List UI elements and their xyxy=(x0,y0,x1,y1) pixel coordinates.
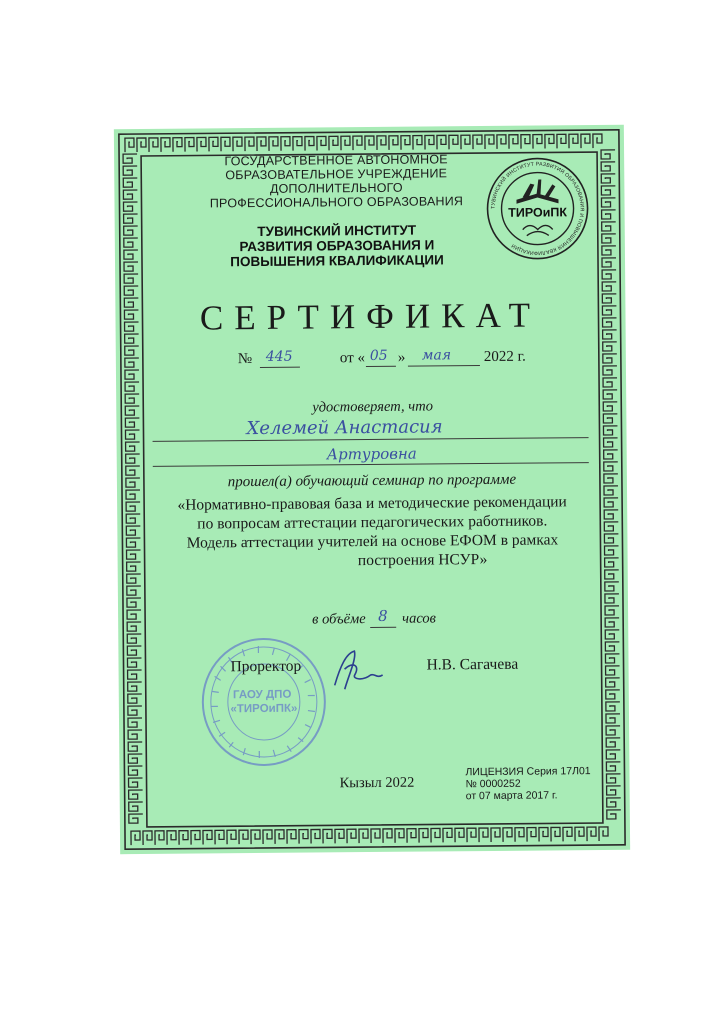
recipient-patronymic: Артуровна xyxy=(326,444,417,464)
institute-line: ТУВИНСКИЙ ИНСТИТУТ xyxy=(257,222,417,239)
signer-name: Н.В. Сагачева xyxy=(426,655,519,674)
stamp-text: ГАОУ ДПО «ТИРОиПК» xyxy=(230,688,298,716)
logo-ring-text: ТУВИНСКИЙ ИНСТИТУТ РАЗВИТИЯ ОБРАЗОВАНИЯ И ПОВЫШЕНИЯ КВАЛИФИКАЦИИ xyxy=(490,161,585,256)
org-header-line: ОБРАЗОВАТЕЛЬНОЕ УЧРЕЖДЕНИЕ xyxy=(225,166,448,183)
license-line: № 0000252 xyxy=(465,777,521,791)
license-info xyxy=(465,765,590,802)
number-row xyxy=(116,346,626,372)
date-month: мая xyxy=(421,347,452,364)
volume-suffix: часов xyxy=(402,610,436,627)
date-mid: » xyxy=(397,349,406,366)
ornament-icon xyxy=(523,225,553,235)
institute-name xyxy=(187,222,487,270)
official-stamp xyxy=(198,635,329,768)
org-header-line: ПРОФЕССИОНАЛЬНОГО ОБРАЗОВАНИЯ xyxy=(209,194,464,211)
logo-text: ТИРОиПК xyxy=(508,205,568,220)
volume-prefix: в объёме xyxy=(312,611,366,628)
program-line: построения НСУР» xyxy=(357,550,488,570)
license-line: ЛИЦЕНЗИЯ Серия 17Л01 xyxy=(465,765,591,779)
date-year: 2022 г. xyxy=(483,348,526,366)
program-title xyxy=(127,492,618,572)
certifies-text: удостоверяет, что xyxy=(312,398,433,416)
institute-logo xyxy=(482,153,593,264)
certificate-title: СЕРТИФИКАТ xyxy=(199,295,542,338)
certificate-sheet xyxy=(114,125,630,854)
program-line: по вопросам аттестации педагогических работников. xyxy=(197,512,548,533)
org-header-line: ГОСУДАРСТВЕННОЕ АВТОНОМНОЕ xyxy=(224,152,448,169)
institute-line: ПОВЫШЕНИЯ КВАЛИФИКАЦИИ xyxy=(230,252,444,270)
date-prefix: от « xyxy=(339,350,366,367)
completed-text: прошел(а) обучающий семинар по программе xyxy=(227,471,517,491)
institute-line: РАЗВИТИЯ ОБРАЗОВАНИЯ И xyxy=(239,237,435,255)
volume-row xyxy=(118,607,628,633)
license-line: от 07 марта 2017 г. xyxy=(465,789,558,803)
number-prefix: № xyxy=(237,351,253,368)
program-line: Модель аттестации учителей на основе ЕФОМ в рамках xyxy=(186,531,559,552)
org-header xyxy=(186,152,486,211)
volume-hours: 8 xyxy=(378,606,388,625)
program-line: «Нормативно-правовая база и методические рекомендации xyxy=(177,493,567,514)
org-header-line: ДОПОЛНИТЕЛЬНОГО xyxy=(269,180,403,196)
signer-role: Проректор xyxy=(230,657,302,676)
certificate-number: 445 xyxy=(265,348,293,365)
signature xyxy=(326,645,386,694)
book-icon xyxy=(516,179,558,203)
date-day: 05 xyxy=(369,347,388,365)
city-year: Кызыл 2022 xyxy=(339,774,415,792)
recipient-name: Хелемей Анастасия xyxy=(246,416,443,440)
